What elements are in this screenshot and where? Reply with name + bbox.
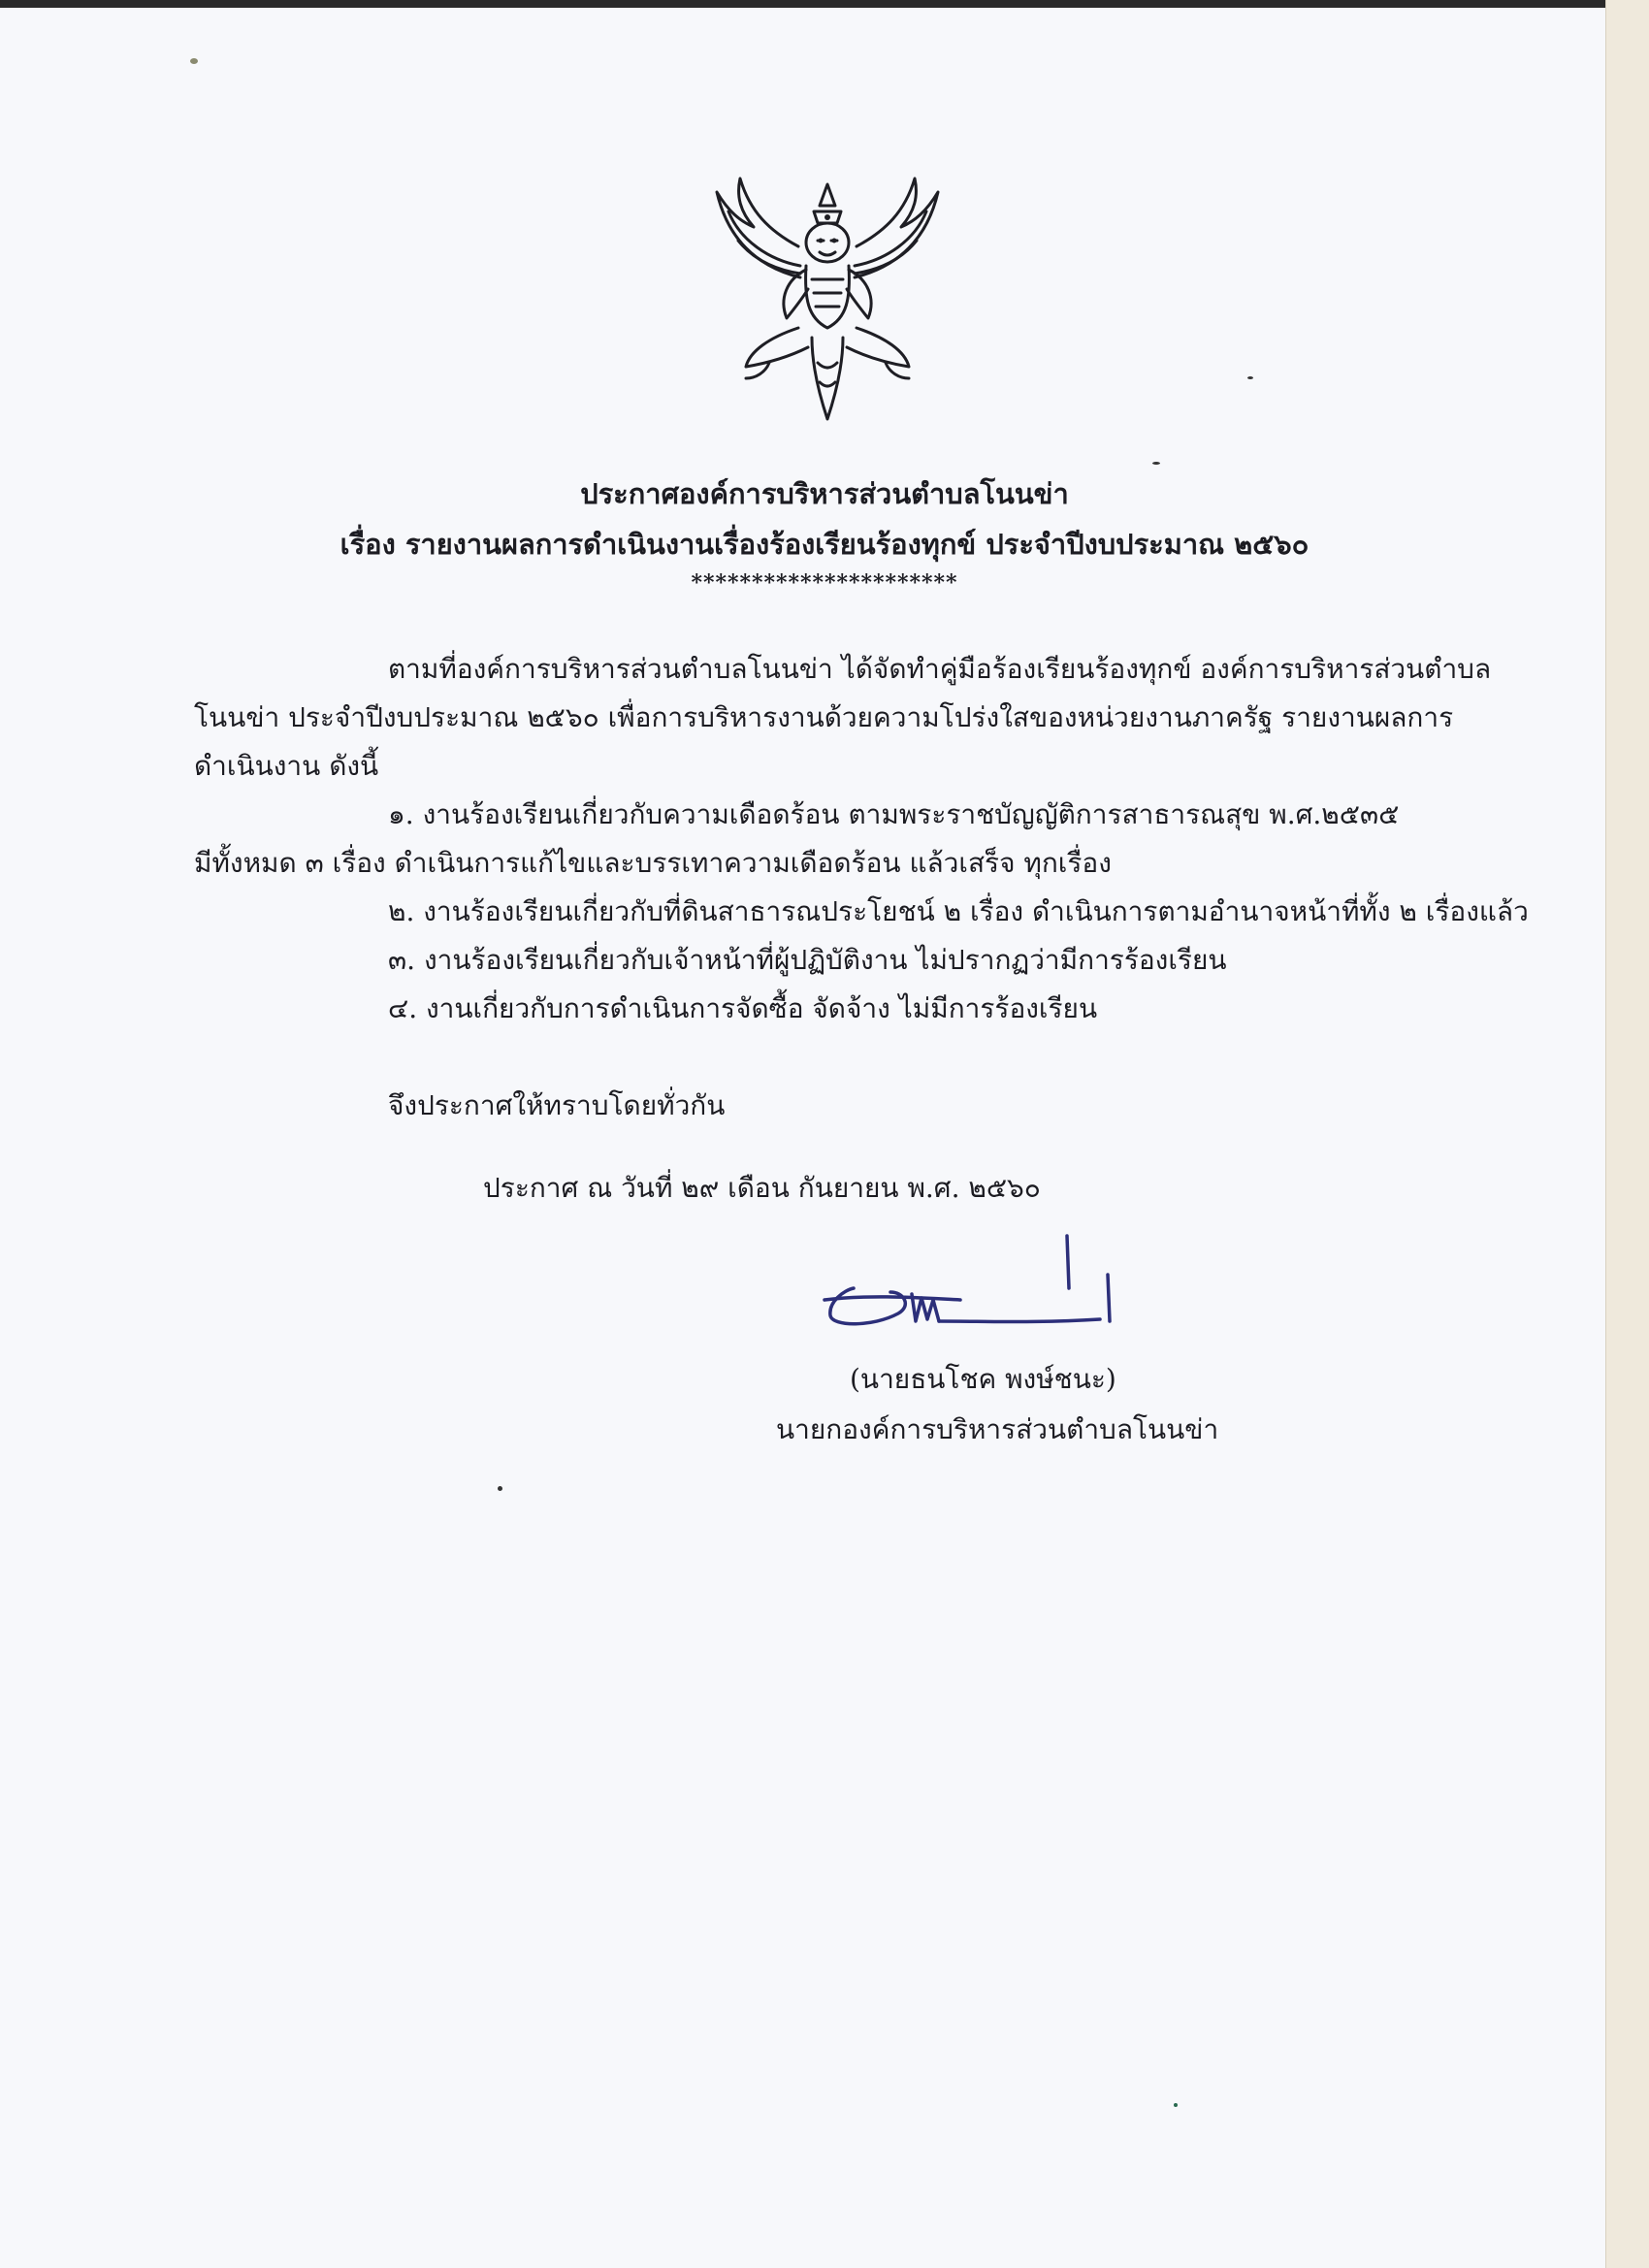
document-subject: เรื่อง รายงานผลการดำเนินงานเรื่องร้องเรียนร้องทุกข์ ประจำปีงบประมาณ ๒๕๖๐ — [340, 528, 1310, 561]
document-title: ประกาศองค์การบริหารส่วนตำบลโนนข่า — [580, 477, 1069, 510]
intro-line-2: โนนข่า ประจำปีงบประมาณ ๒๕๖๐ เพื่อการบริหารงานด้วยความโปร่งใสของหน่วยงานภาครัฐ รายงานผลการ — [194, 701, 1454, 733]
scan-speck — [1174, 2103, 1178, 2107]
intro-line-1: ตามที่องค์การบริหารส่วนตำบลโนนข่า ได้จัดทำคู่มือร้องเรียนร้องทุกข์ องค์การบริหารส่วนตำบล — [388, 653, 1492, 685]
list-item-1: ๑. งานร้องเรียนเกี่ยวกับความเดือดร้อน ตามพระราชบัญญัติการสาธารณสุข พ.ศ.๒๕๓๕ — [388, 798, 1400, 830]
scan-top-edge — [0, 0, 1649, 8]
scan-speck — [498, 1486, 502, 1491]
scan-speck — [1247, 376, 1253, 379]
announcement-date: ประกาศ ณ วันที่ ๒๙ เดือน กันยายน พ.ศ. ๒๕๖๐ — [483, 1172, 1041, 1204]
scan-speck — [190, 58, 198, 64]
list-item-4: ๔. งานเกี่ยวกับการดำเนินการจัดซื้อ จัดจ้าง ไม่มีการร้องเรียน — [388, 992, 1098, 1024]
scan-speck — [1152, 462, 1160, 465]
scan-right-edge — [1605, 0, 1649, 2268]
signer-position: นายกองค์การบริหารส่วนตำบลโนนข่า — [776, 1413, 1219, 1445]
list-item-3: ๓. งานร้องเรียนเกี่ยวกับเจ้าหน้าที่ผู้ปฏิบัติงาน ไม่ปรากฏว่ามีการร้องเรียน — [388, 944, 1227, 976]
closing-statement: จึงประกาศให้ทราบโดยทั่วกัน — [388, 1089, 726, 1121]
list-item-1-cont: มีทั้งหมด ๓ เรื่อง ดำเนินการแก้ไขและบรรเทาความเดือดร้อน แล้วเสร็จ ทุกเรื่อง — [194, 847, 1112, 879]
signer-name: (นายธนโชค พงษ์ชนะ) — [850, 1363, 1116, 1395]
garuda-emblem-icon — [711, 173, 944, 425]
intro-line-3: ดำเนินงาน ดังนี้ — [194, 750, 379, 782]
title-separator: ********************** — [691, 570, 958, 596]
signature-mark — [815, 1230, 1145, 1346]
list-item-2: ๒. งานร้องเรียนเกี่ยวกับที่ดินสาธารณประโยชน์ ๒ เรื่อง ดำเนินการตามอำนาจหน้าที่ทั้ง ๒ เรื่องแล้ว — [388, 895, 1529, 927]
document-page — [0, 8, 1606, 2268]
